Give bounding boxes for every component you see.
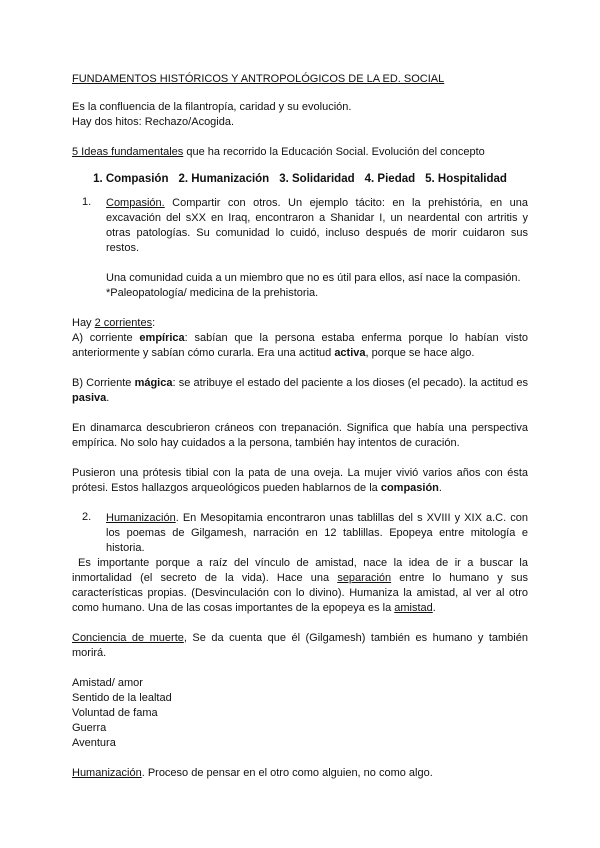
idea-hospitalidad: 5. Hospitalidad <box>425 173 507 185</box>
humanizacion-paragraph: Humanización. En Mesopitamia encontraron unas tablillas del s XVIII y XIX a.C. con los poemas de Gilgamesh, narración en 12 tablillas. Epopeya entre mitología e historia. <box>106 512 528 554</box>
section-humanizacion: 2. Humanización. En Mesopitamia encontraron unas tablillas del s XVIII y XIX a.C. con los poemas de Gilgamesh, narración en 12 tablillas. Epopeya entre mitología e historia. <box>82 511 528 554</box>
idea-compasion: 1. Compasión <box>93 173 169 185</box>
corriente-empirica: A) corriente empírica: sabían que la persona estaba enferma porque lo habían visto anteriormente y sabían cómo curarla. Era una actitud activa, porque se hace algo. <box>72 332 528 359</box>
importante-paragraph: Es importante porque a raíz del vínculo de amistad, nace la idea de ir a buscar la inmortalidad (el secreto de la vida). Hace una separación entre lo humano y sus características propias. (Desvinculación con lo divino). Humaniza la amistad, al ver al otro como humano. Una de las cosas importantes de la epopeya es la amistad. <box>72 557 528 614</box>
compasion-paragraph-2: Una comunidad cuida a un miembro que no es útil para ellos, así nace la compasión. <box>106 272 521 284</box>
ideas-list <box>72 173 528 185</box>
idea-piedad: 4. Piedad <box>364 173 416 185</box>
compasion-note: *Paleopatología/ medicina de la prehistoria. <box>106 287 319 299</box>
document-title: FUNDAMENTOS HISTÓRICOS Y ANTROPOLÓGICOS DE LA ED. SOCIAL <box>72 73 445 85</box>
intro-line-2: Hay dos hitos: Rechazo/Acogida. <box>72 116 235 128</box>
corriente-magica: B) Corriente mágica: se atribuye el estado del paciente a los dioses (el pecado). la actitud es pasiva. <box>72 377 528 404</box>
list-item: Amistad/ amor <box>72 677 143 689</box>
protesis-paragraph: Pusieron una prótesis tibial con la pata de una oveja. La mujer vivió varios años con ésta prótesi. Estos hallazgos arqueológicos pueden hablarnos de la compasión. <box>72 467 528 494</box>
list-item: Guerra <box>72 722 107 734</box>
corrientes-heading: Hay 2 corrientes: <box>72 317 156 329</box>
section-compasion: 1. Compasión. Compartir con otros. Un ejemplo tácito: en la prehistória, en una excavación del sXX en Iraq, encontraron a Shanidar I, un neardental con artritis y otras patologías. Su comunidad lo cuidó, incluso después de morir cuidaron sus restos. Una comunidad cuida a un miembro que no es útil para ellos, así nace la compasión. *Paleopatología/ medicina de la prehistoria. <box>82 196 528 299</box>
ideas-heading-link: 5 Ideas fundamentales <box>72 146 184 158</box>
compasion-paragraph: Compasión. Compartir con otros. Un ejemplo tácito: en la prehistória, en una excavación del sXX en Iraq, encontraron a Shanidar I, un neardental con artritis y otras patologías. Su comunidad lo cuidó, incluso después de morir cuidaron sus restos. <box>106 197 528 254</box>
conciencia-paragraph: Conciencia de muerte, Se da cuenta que él (Gilgamesh) también es humano y también morirá. <box>72 632 528 659</box>
idea-solidaridad: 3. Solidaridad <box>279 173 355 185</box>
dinamarca-paragraph: En dinamarca descubrieron cráneos con trepanación. Significa que había una perspectiva empírica. No solo hay cuidados a la persona, también hay intentos de curación. <box>72 422 528 449</box>
list-item: Voluntad de fama <box>72 707 158 719</box>
humanizacion-definition: Humanización. Proceso de pensar en el otro como alguien, no como algo. <box>72 767 433 779</box>
document-page <box>72 72 528 781</box>
list-item: Aventura <box>72 737 116 749</box>
idea-humanizacion: 2. Humanización <box>178 173 270 185</box>
ideas-heading: 5 Ideas fundamentales que ha recorrido la Educación Social. Evolución del concepto <box>72 146 485 158</box>
themes-list <box>72 676 528 751</box>
list-item: Sentido de la lealtad <box>72 692 172 704</box>
intro-line-1: Es la confluencia de la filantropía, caridad y su evolución. <box>72 101 352 113</box>
